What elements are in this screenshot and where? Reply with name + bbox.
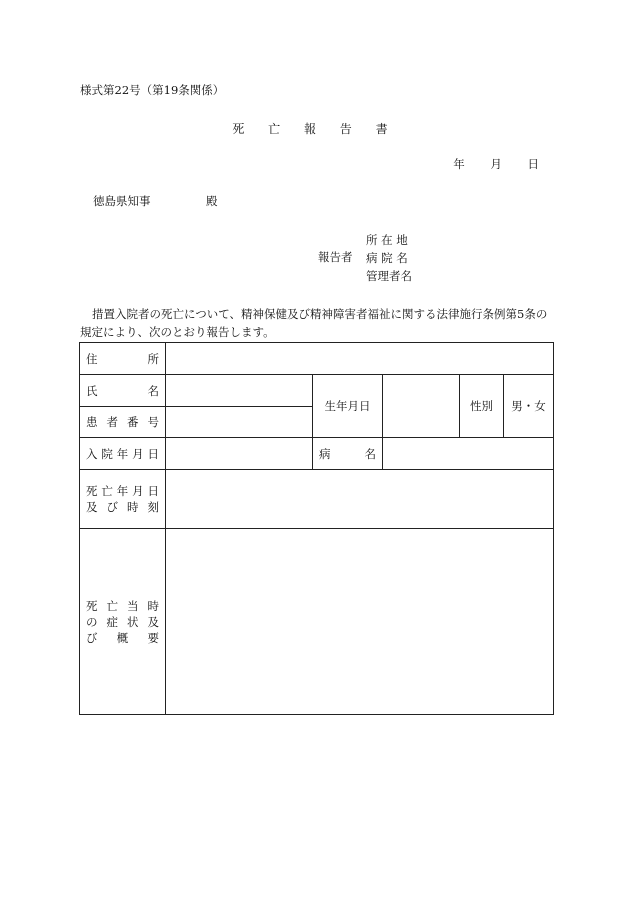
date-line: 年 月 日 (453, 157, 539, 171)
body-text: 措置入院者の死亡について、精神保健及び精神障害者福祉に関する法律施行条例第5条の規定により、次のとおり報告します。 (80, 307, 548, 339)
honorific: 殿 (206, 194, 218, 208)
document-title: 死 亡 報 告 書 (232, 122, 398, 136)
birth-date-field[interactable] (383, 375, 460, 438)
address-field[interactable] (166, 343, 554, 375)
patient-number-field[interactable] (166, 407, 313, 438)
form-number: 様式第22号（第19条関係） (80, 83, 225, 97)
reporter-label: 報告者 (318, 250, 353, 264)
symptoms-field[interactable] (166, 529, 554, 715)
death-datetime-field[interactable] (166, 470, 554, 529)
address-label: 住 所 (80, 343, 166, 375)
admission-date-label: 入 院 年 月 日 (80, 438, 166, 470)
disease-label: 病 名 (313, 438, 383, 470)
reporter-fields (366, 231, 412, 285)
disease-field[interactable] (383, 438, 554, 470)
sex-label: 性別 (460, 375, 504, 438)
reporter-manager-label: 管理者名 (366, 269, 412, 283)
name-field[interactable] (166, 375, 313, 407)
addressee: 徳島県知事 (93, 194, 151, 208)
admission-date-field[interactable] (166, 438, 313, 470)
birth-date-label: 生年月日 (313, 375, 383, 438)
report-table (79, 342, 554, 715)
symptoms-label: 死 亡 当 時 の 症 状 及 び 概 要 (80, 529, 166, 715)
name-label: 氏 名 (80, 375, 166, 407)
sex-options[interactable]: 男・女 (504, 375, 554, 438)
reporter-address-label: 所 在 地 (366, 233, 408, 247)
reporter-hospital-label: 病 院 名 (366, 251, 408, 265)
death-datetime-label: 死 亡 年 月 日 及 び 時 刻 (80, 470, 166, 529)
patient-number-label: 患 者 番 号 (80, 407, 166, 438)
